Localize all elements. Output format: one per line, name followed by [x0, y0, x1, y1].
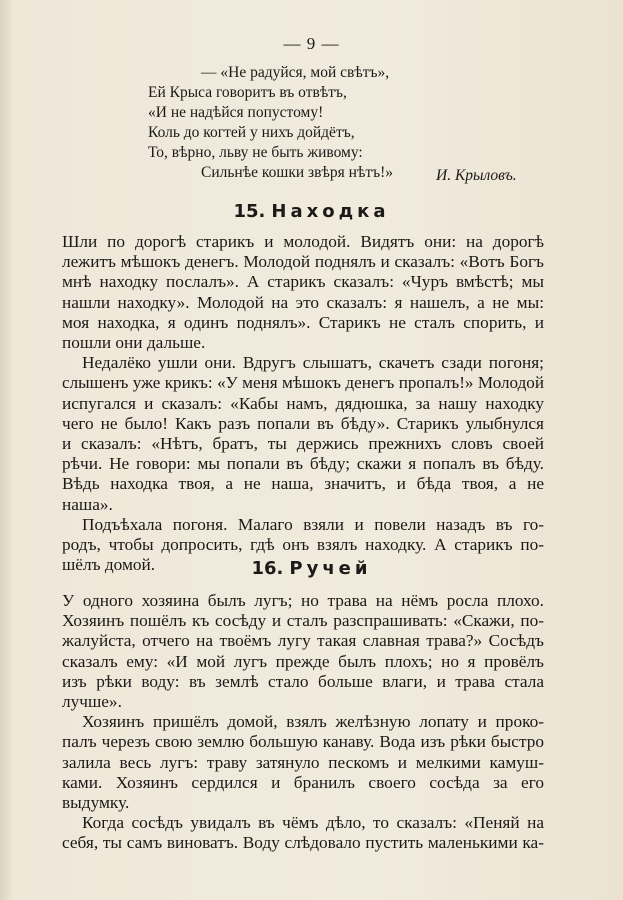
poem-line: Сильнѣе кошки звѣря нѣтъ!»: [201, 164, 394, 181]
story-body-15: [62, 232, 544, 575]
page-number: — 9 —: [283, 34, 340, 53]
text-line: У одного хозяина былъ лугъ; но трава на нёмъ росла плохо.: [62, 591, 544, 610]
poem-author: И. Крыловъ.: [436, 167, 517, 184]
story-body-16: [62, 591, 544, 854]
section-heading-16: [0, 558, 623, 579]
text-line: Вѣдь находка твоя, а не наша, значитъ, и бѣда твоя, а не: [62, 474, 544, 494]
text-line: слышенъ уже крикъ: «У меня мѣшокъ денегъ пропалъ!» Молодой: [62, 373, 544, 393]
text-line: Недалёко ушли они. Вдругъ слышатъ, скачетъ сзади погоня;: [82, 353, 544, 373]
text-line: палъ черезъ свою землю большую канаву. Вода изъ рѣки быстро: [62, 732, 544, 752]
text-line: лежитъ мѣшокъ денегъ. Молодой поднялъ и сказалъ: «Вотъ Богъ: [62, 252, 544, 272]
text-line: испугался и сказалъ: «Кабы намъ, дядюшка, за нашу находку: [62, 393, 544, 413]
text-line: залила весь лугъ: траву затянуло пескомъ и мелкими камуш-: [62, 752, 544, 772]
poem-line: Коль до когтей у нихъ дойдётъ,: [148, 124, 355, 141]
section-number: 16.: [251, 558, 284, 579]
text-line: мнѣ находку послалъ». А старикъ сказалъ: «Чуръ вмѣстѣ; мы: [62, 272, 544, 292]
text-line: пошли они дальше.: [62, 333, 206, 353]
text-line: наша».: [62, 494, 113, 514]
text-line: рѣчи. Не говори: мы попали въ бѣду; скажи я попалъ въ бѣду.: [62, 454, 544, 474]
section-number: 15.: [233, 201, 266, 222]
text-line: изъ рѣки воду: въ землѣ стало больше влаги, и трава стала: [62, 671, 544, 691]
text-line: лучше».: [62, 692, 122, 712]
text-line: сказалъ ему: «И мой лугъ прежде былъ плохъ; но я провёлъ: [62, 651, 544, 671]
text-line: моя находка, я одинъ поднялъ». Старикъ не сталъ спорить, и: [62, 312, 544, 332]
text-line: Хозяинъ пошёлъ къ сосѣду и сталъ разспрашивать: «Скажи, по-: [62, 611, 544, 631]
text-line: ками. Хозяинъ сердился и бранилъ своего сосѣда за его: [62, 772, 544, 792]
poem-line: Ей Крыса говоритъ въ отвѣтъ,: [148, 84, 347, 101]
text-line: шёлъ домой.: [62, 555, 156, 575]
text-line: Подъѣхала погоня. Малаго взяли и повели назадъ въ го-: [82, 514, 544, 534]
poem-line: «И не надѣйся попустому!: [148, 104, 324, 121]
text-line: Шли по дорогѣ старикъ и молодой. Видятъ они: на дорогѣ: [62, 232, 544, 251]
text-line: чего не было! Какъ разъ попали въ бѣду». Старикъ улыбнулся: [62, 413, 544, 433]
text-line: Хозяинъ пришёлъ домой, взялъ желѣзную лопату и проко-: [82, 712, 544, 732]
text-line: нашли находку». Молодой на это сказалъ: я нашелъ, а не мы:: [62, 292, 544, 312]
text-line: Когда сосѣдъ увидалъ въ чёмъ дѣло, то сказалъ: «Пеняй на: [82, 813, 544, 833]
text-line: себя, ты самъ виноватъ. Воду слѣдовало пустить маленькими ка-: [62, 833, 544, 853]
poem-line: — «Не радуйся, мой свѣтъ»,: [201, 64, 390, 81]
poem-line: То, вѣрно, льву не быть живому:: [148, 144, 363, 161]
section-title: Находка: [271, 201, 390, 222]
text-line: жалуйста, отчего на твоёмъ лугу такая славная трава?» Сосѣдъ: [62, 631, 544, 651]
text-line: и сказалъ: «Нѣтъ, братъ, ты держись прежнихъ словъ своей: [62, 434, 544, 454]
section-title: Ручей: [289, 558, 372, 579]
text-line: выдумку.: [62, 793, 130, 813]
section-heading-15: [0, 201, 623, 222]
text-line: родъ, чтобы допросить, гдѣ онъ взялъ находку. А старикъ по-: [62, 535, 544, 555]
